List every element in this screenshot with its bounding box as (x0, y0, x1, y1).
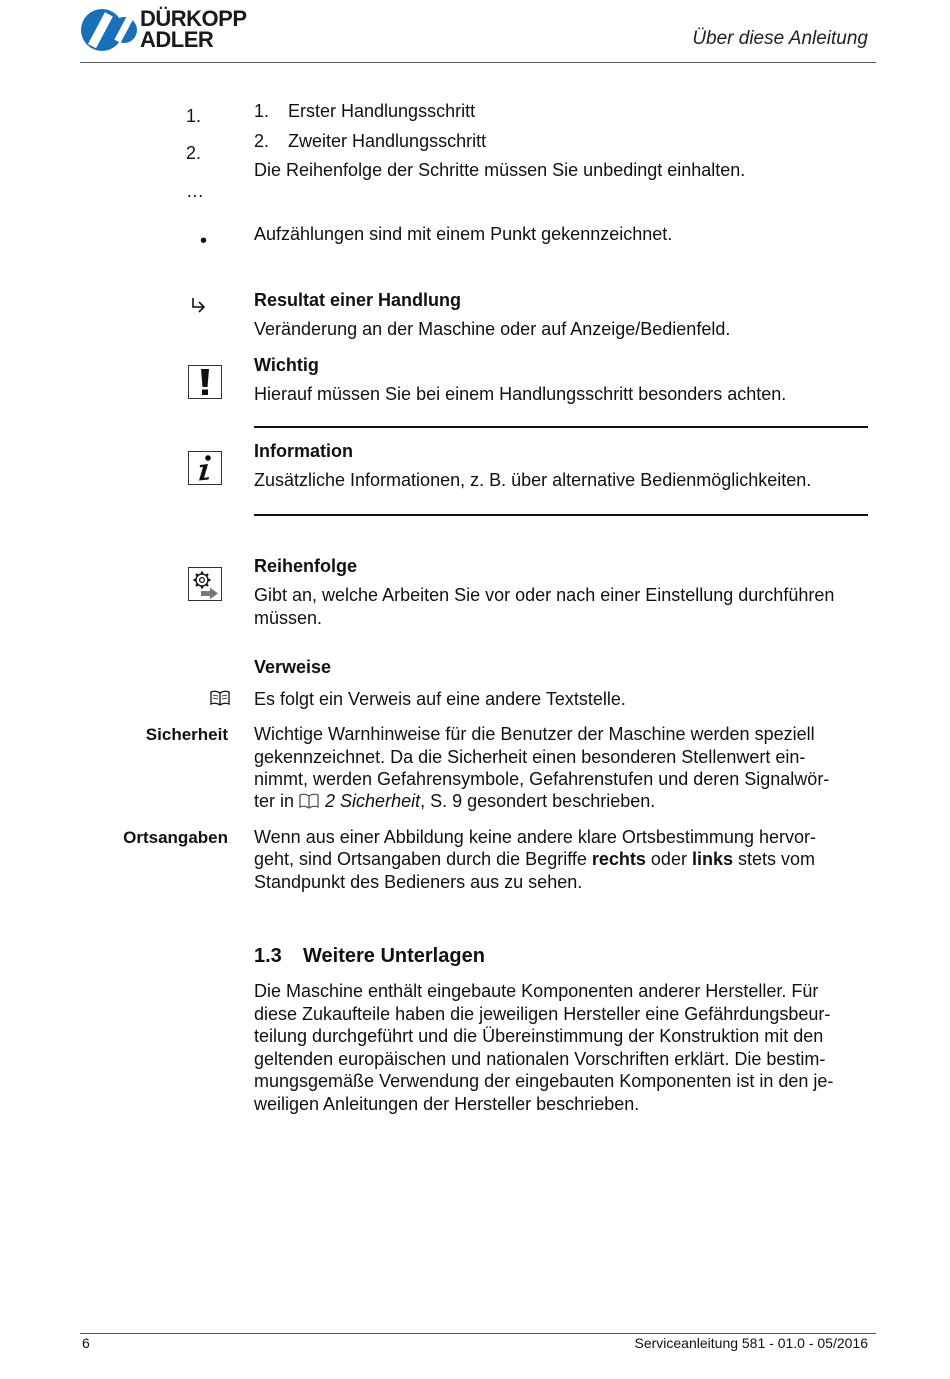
step-number: 1. (254, 101, 270, 121)
section-line-2: diese Zukaufteile haben die jeweiligen Hersteller eine Gefährdungsbeur- (254, 1004, 831, 1024)
brand-line-2: ADLER (140, 27, 214, 52)
location-text-2-post: stets vom (732, 849, 816, 869)
sequence-heading: Reihenfolge (254, 556, 358, 576)
footer-rule (80, 1333, 876, 1334)
bullet-marker: • (200, 230, 208, 252)
references-text: Es folgt ein Verweis auf eine andere Textstelle. (254, 689, 626, 709)
divider-line (254, 514, 868, 516)
location-label: Ortsangaben (123, 828, 228, 847)
section-title: Weitere Unterlagen (303, 945, 485, 967)
safety-text-4-post: , S. 9 gesondert beschrieben. (420, 791, 656, 811)
safety-text-2: gekennzeichnet. Da die Sicherheit einen besonderen Stellenwert ein- (254, 747, 806, 767)
important-heading: Wichtig (254, 355, 319, 375)
safety-text-1: Wichtige Warnhinweise für die Benutzer der Maschine werden speziell (254, 724, 815, 744)
safety-label: Sicherheit (145, 725, 228, 744)
header-rule (80, 62, 876, 63)
information-text: Zusätzliche Informationen, z. B. über alternative Bedienmöglichkeiten. (254, 470, 812, 490)
section-line-6: weiligen Anleitungen der Hersteller beschrieben. (254, 1094, 640, 1114)
location-text-2-mid: oder (645, 849, 692, 869)
steps-note: Die Reihenfolge der Schritte müssen Sie unbedingt einhalten. (254, 160, 746, 180)
step-item-1 (254, 100, 870, 123)
information-heading: Information (254, 441, 353, 461)
divider-line (254, 426, 868, 428)
header-title: Über diese Anleitung (692, 28, 868, 49)
brand-name (140, 8, 247, 50)
step-item-2 (254, 130, 870, 153)
gear-arrow-icon (188, 567, 222, 601)
section-line-1: Die Maschine enthält eingebaute Komponenten anderer Hersteller. Für (254, 981, 819, 1001)
sequence-text-2: müssen. (254, 608, 323, 628)
location-text-2-pre: geht, sind Ortsangaben durch die Begriffe (254, 849, 592, 869)
important-text: Hierauf müssen Sie bei einem Handlungsschritt besonders achten. (254, 384, 787, 404)
section-line-5: mungsgemäße Verwendung der eingebauten Komponenten ist in den je- (254, 1071, 834, 1091)
result-heading: Resultat einer Handlung (254, 290, 462, 310)
safety-text-3: nimmt, werden Gefahrensymbole, Gefahrenstufen und deren Signalwör- (254, 769, 830, 789)
safety-text-4-pre: ter in (254, 791, 300, 811)
exclamation-icon (188, 365, 222, 399)
result-arrow-icon (190, 296, 208, 319)
book-icon (299, 792, 319, 815)
step-text: Zweiter Handlungsschritt (288, 131, 487, 151)
sequence-text-1: Gibt an, welche Arbeiten Sie vor oder nach einer Einstellung durchführen (254, 585, 835, 605)
logo-mark-icon (80, 8, 138, 52)
step-number: 2. (254, 131, 270, 151)
section-line-4: geltenden europäischen und nationalen Vorschriften erklärt. Die bestim- (254, 1049, 826, 1069)
location-term-right: rechts (591, 849, 646, 869)
step-text: Erster Handlungsschritt (288, 101, 476, 121)
left-marker-2: 2. (186, 143, 202, 163)
book-icon (210, 690, 230, 711)
location-text-3: Standpunkt des Bedieners aus zu sehen. (254, 872, 583, 892)
section-number: 1.3 (254, 945, 282, 967)
location-text-1: Wenn aus einer Abbildung keine andere klare Ortsbestimmung hervor- (254, 827, 816, 847)
section-heading (254, 945, 870, 968)
location-term-left: links (691, 849, 733, 869)
left-marker-ellipsis: … (186, 181, 204, 201)
safety-reference-link[interactable]: 2 Sicherheit (325, 791, 421, 811)
document-id: Serviceanleitung 581 - 01.0 - 05/2016 (634, 1335, 868, 1351)
location-text-2 (254, 848, 870, 871)
bullet-text: Aufzählungen sind mit einem Punkt gekennzeichnet. (254, 224, 673, 244)
references-heading: Verweise (254, 657, 332, 677)
page-number: 6 (82, 1335, 90, 1351)
left-marker-1: 1. (186, 106, 202, 126)
safety-text-4 (254, 790, 870, 815)
result-text: Veränderung an der Maschine oder auf Anzeige/Bedienfeld. (254, 319, 731, 339)
brand-line-1: DÜRKOPP (140, 6, 247, 31)
info-icon (188, 451, 222, 485)
section-line-3: teilung durchgeführt und die Übereinstimmung der Konstruktion mit den (254, 1026, 824, 1046)
